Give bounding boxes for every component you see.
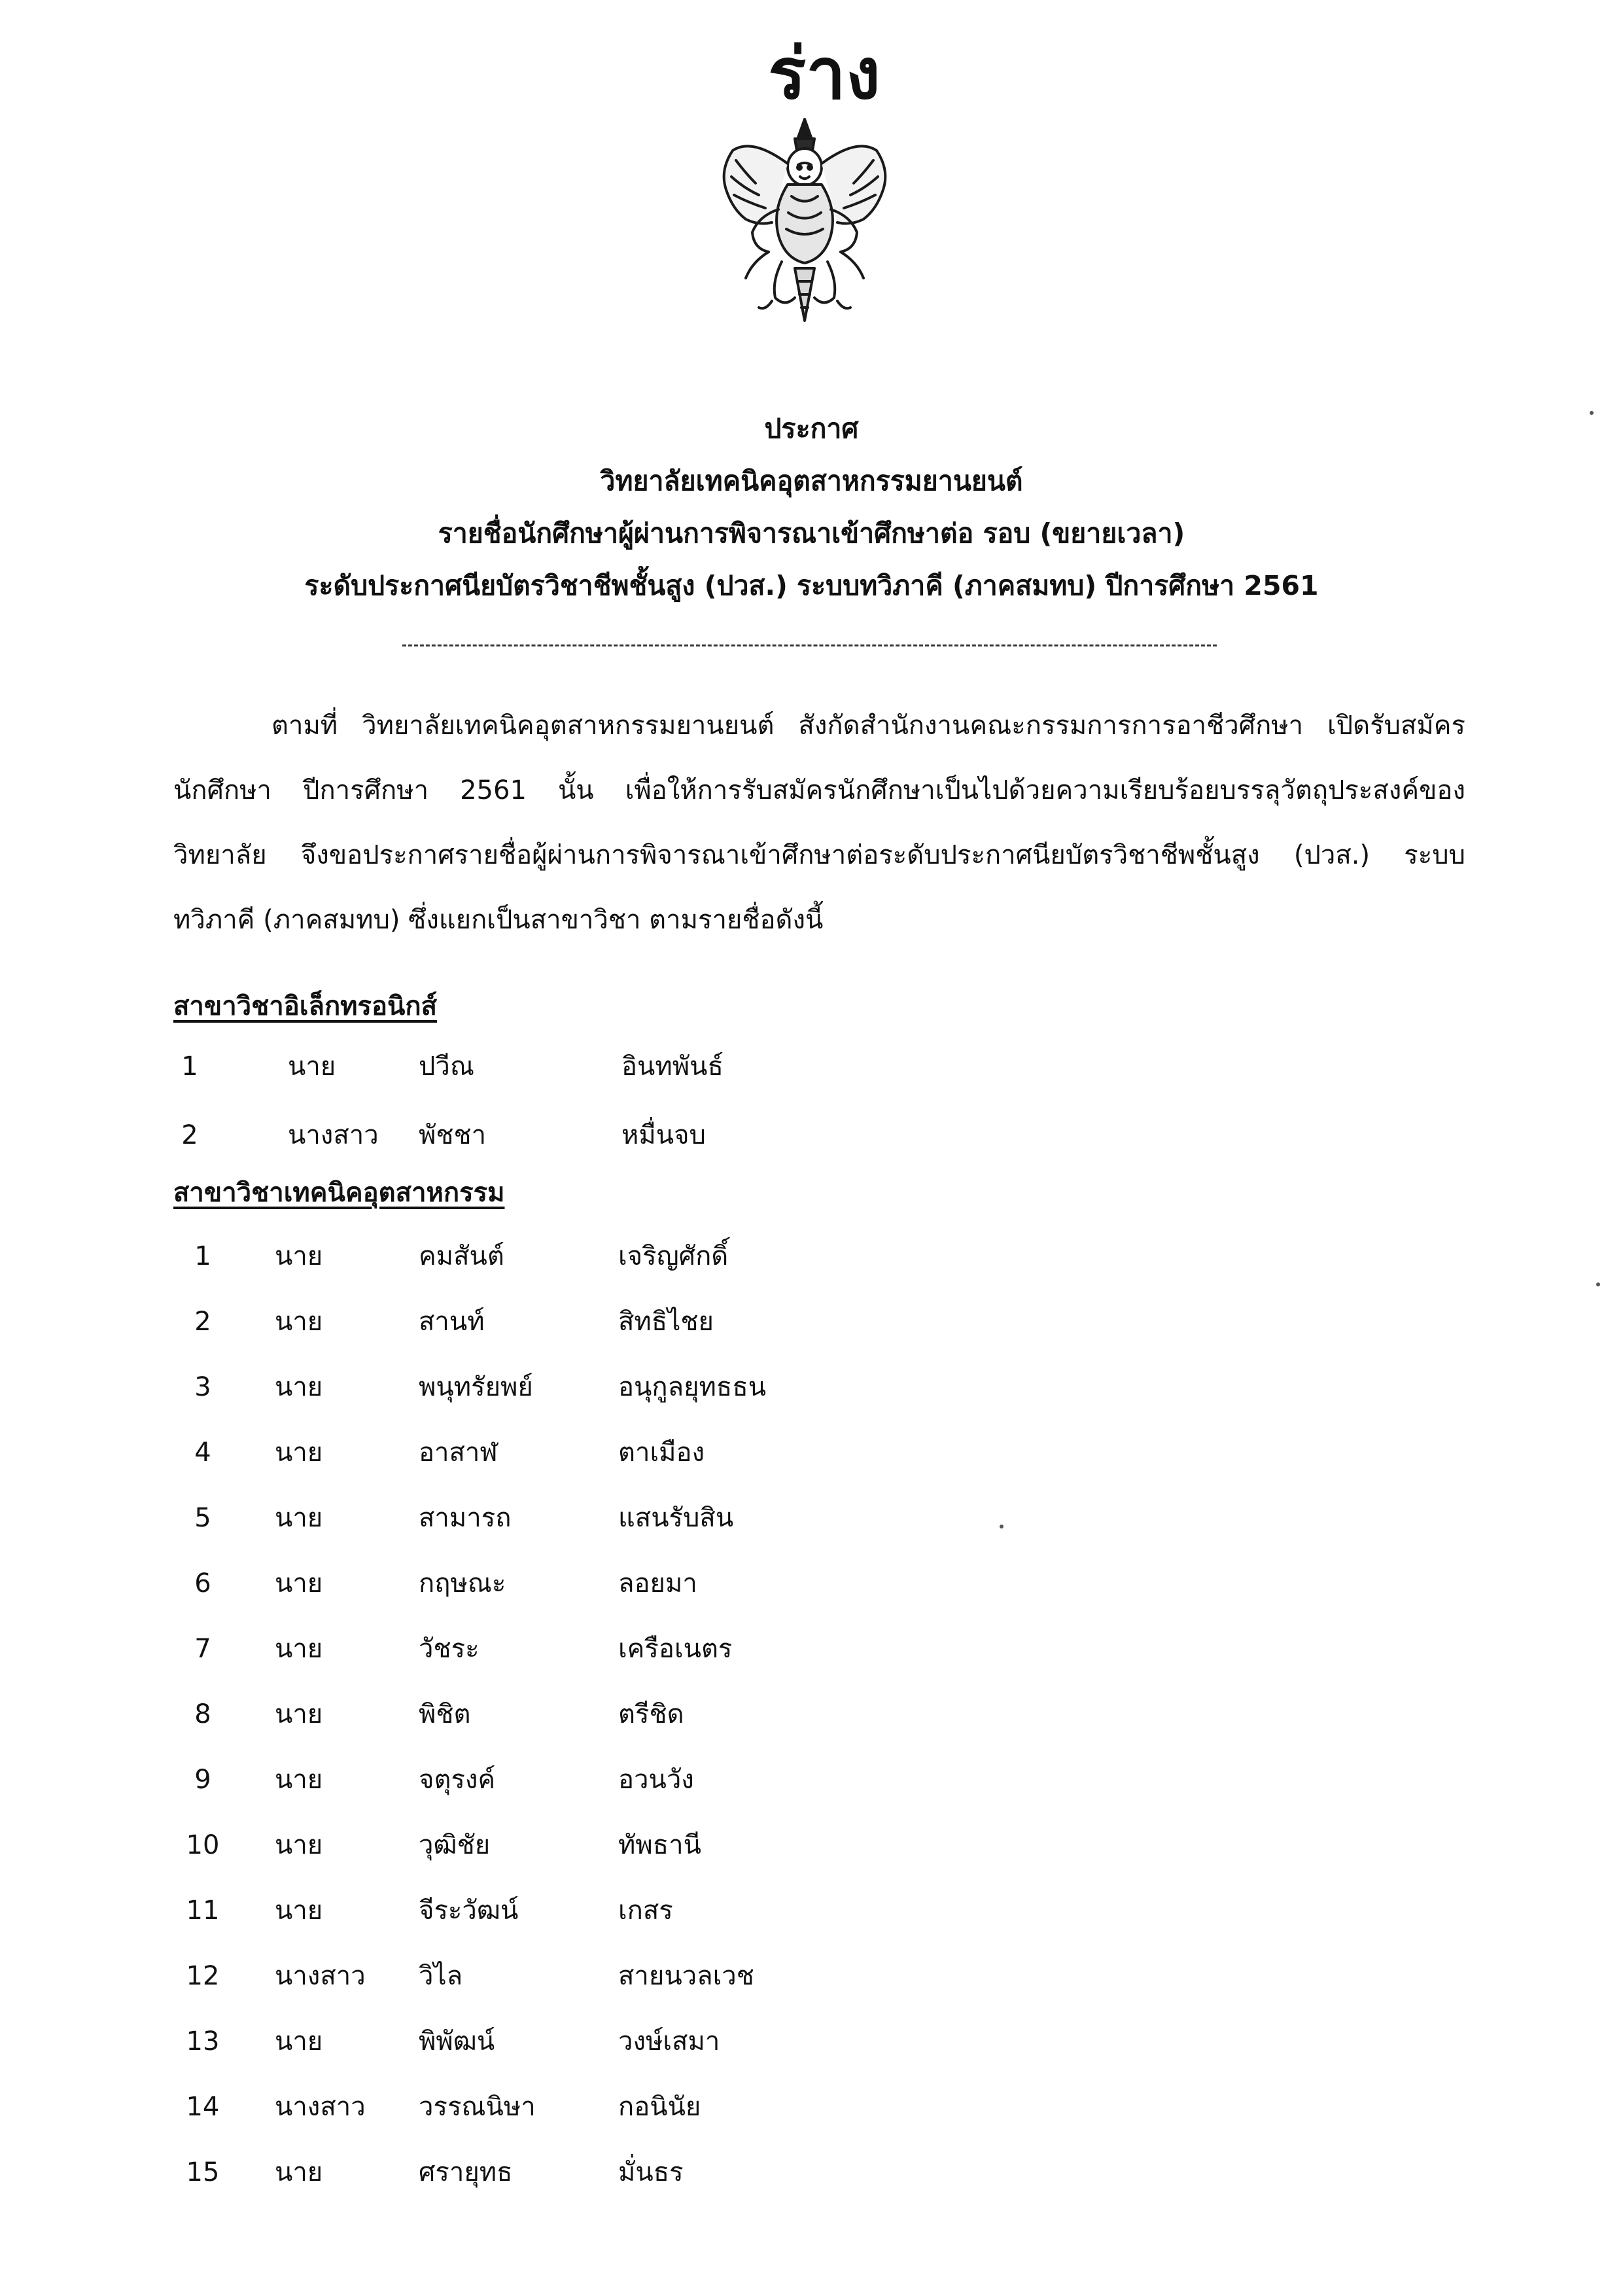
row-number: 5 <box>194 1503 211 1533</box>
announcement-heading <box>0 402 1623 612</box>
row-last-name: อนุกูลยุทธธน <box>618 1372 767 1402</box>
scan-speck <box>1596 1282 1600 1286</box>
row-title-prefix: นาย <box>275 2157 323 2187</box>
list-item <box>0 2087 1623 2127</box>
row-first-name: วิไล <box>419 1961 463 1991</box>
row-title-prefix: นาย <box>275 1503 323 1533</box>
row-number: 8 <box>194 1699 211 1729</box>
row-title-prefix: นาย <box>275 2026 323 2057</box>
list-item <box>0 1760 1623 1799</box>
row-first-name: ปวีณ <box>419 1051 474 1082</box>
row-first-name: กฤษณะ <box>419 1568 506 1598</box>
row-first-name: พิชิต <box>419 1699 471 1729</box>
row-title-prefix: นาย <box>275 1307 323 1337</box>
row-number: 1 <box>181 1051 198 1082</box>
row-title-prefix: นาย <box>275 1568 323 1598</box>
row-number: 7 <box>194 1634 211 1664</box>
row-last-name: เครือเนตร <box>618 1634 733 1664</box>
row-first-name: จตุรงค์ <box>419 1765 496 1795</box>
row-number: 9 <box>194 1765 211 1795</box>
row-first-name: พัชชา <box>419 1120 487 1150</box>
row-first-name: วรรณนิษา <box>419 2092 536 2122</box>
row-first-name: พิพัฒน์ <box>419 2026 495 2057</box>
row-first-name: สามารถ <box>419 1503 512 1533</box>
row-number: 13 <box>186 2026 220 2057</box>
list-item <box>0 1498 1623 1538</box>
heading-college-name: วิทยาลัยเทคนิคอุตสาหกรรมยานยนต์ <box>600 465 1023 497</box>
list-item <box>0 2153 1623 2192</box>
body-paragraph: ตามที่ วิทยาลัยเทคนิคอุตสาหกรรมยานยนต์ สังกัดสำนักงานคณะกรรมการการอาชีวศึกษา เปิดรับสมัครนักศึกษา ปีการศึกษา 2561 นั้น เพื่อให้การรับสมัครนักศึกษาเป็นไปด้วยความเรียบร้อยบรรลุวัตถุประสงค์ของวิทยาลัย จึงขอประกาศรายชื่อผู้ผ่านการพิจารณาเข้าศึกษาต่อระดับประกาศนียบัตรวิชาชีพชั้นสูง (ปวส.) ระบบทวิภาคี (ภาคสมทบ) ซึ่งแยกเป็นสาขาวิชา ตามรายชื่อดังนี้ <box>173 711 1465 935</box>
list-item <box>0 1826 1623 1865</box>
row-title-prefix: นาย <box>275 1372 323 1402</box>
row-number: 11 <box>186 1896 220 1926</box>
row-last-name: มั่นธร <box>618 2157 684 2187</box>
list-item <box>0 1237 1623 1276</box>
row-title-prefix: นาย <box>275 1896 323 1926</box>
row-first-name: สานท์ <box>419 1307 485 1337</box>
row-last-name: หมื่นจบ <box>621 1120 706 1150</box>
list-item <box>0 1433 1623 1472</box>
row-title-prefix: นาย <box>275 1830 323 1860</box>
list-item <box>0 1564 1623 1603</box>
garuda-emblem-icon <box>707 111 903 327</box>
list-item <box>0 1116 1623 1155</box>
row-number: 12 <box>186 1961 220 1991</box>
row-first-name: วัชระ <box>419 1634 480 1664</box>
list-item <box>0 1047 1623 1086</box>
row-number: 2 <box>181 1120 198 1150</box>
row-first-name: ศรายุทธ <box>419 2157 513 2187</box>
row-number: 2 <box>194 1307 211 1337</box>
list-item <box>0 1629 1623 1669</box>
row-title-prefix: นางสาว <box>288 1120 379 1150</box>
row-title-prefix: นาย <box>275 1241 323 1271</box>
row-last-name: สายนวลเวช <box>618 1961 754 1991</box>
row-last-name: อวนวัง <box>618 1765 694 1795</box>
row-last-name: ทัพธานี <box>618 1830 701 1860</box>
heading-program: ระดับประกาศนียบัตรวิชาชีพชั้นสูง (ปวส.) ระบบทวิภาคี (ภาคสมทบ) ปีการศึกษา 2561 <box>304 570 1319 601</box>
row-first-name: อาสาฬ <box>419 1438 498 1468</box>
draft-mark: ร่าง <box>768 33 881 115</box>
list-item <box>0 1368 1623 1407</box>
row-first-name: วุฒิชัย <box>419 1830 491 1860</box>
row-last-name: สิทธิไชย <box>618 1307 714 1337</box>
row-first-name: จีระวัฒน์ <box>419 1896 519 1926</box>
row-last-name: กอนินัย <box>618 2092 701 2122</box>
row-last-name: ลอยมา <box>618 1568 697 1598</box>
row-title-prefix: นางสาว <box>275 1961 366 1991</box>
row-last-name: วงษ์เสมา <box>618 2026 720 2057</box>
row-last-name: ตรีชิด <box>618 1699 684 1729</box>
row-title-prefix: นาย <box>275 1699 323 1729</box>
row-number: 15 <box>186 2157 220 2187</box>
row-title-prefix: นาย <box>275 1765 323 1795</box>
row-first-name: คมสันต์ <box>419 1241 504 1271</box>
heading-divider <box>402 645 1217 646</box>
list-item <box>0 1956 1623 1996</box>
row-first-name: พนุทรัยพย์ <box>419 1372 533 1402</box>
list-item <box>0 1891 1623 1930</box>
heading-announcement: ประกาศ <box>764 413 859 444</box>
row-last-name: อินทพันธ์ <box>621 1051 724 1082</box>
row-number: 1 <box>194 1241 211 1271</box>
section-title-electronics: สาขาวิชาอิเล็กทรอนิกส์ <box>173 991 438 1021</box>
row-last-name: ตาเมือง <box>618 1438 705 1468</box>
row-number: 4 <box>194 1438 211 1468</box>
row-last-name: เกสร <box>618 1896 673 1926</box>
row-title-prefix: นาย <box>288 1051 336 1082</box>
row-number: 10 <box>186 1830 220 1860</box>
list-item <box>0 1302 1623 1341</box>
scan-speck <box>1590 411 1594 415</box>
row-last-name: แสนรับสิน <box>618 1503 734 1533</box>
list-item <box>0 1695 1623 1734</box>
scan-speck <box>1000 1525 1003 1528</box>
row-number: 3 <box>194 1372 211 1402</box>
section-title-industrial-technology: สาขาวิชาเทคนิคอุตสาหกรรม <box>173 1178 505 1208</box>
row-title-prefix: นาย <box>275 1438 323 1468</box>
row-last-name: เจริญศักดิ์ <box>618 1241 729 1271</box>
heading-subject: รายชื่อนักศึกษาผู้ผ่านการพิจารณาเข้าศึกษาต่อ รอบ (ขยายเวลา) <box>438 518 1185 549</box>
row-number: 14 <box>186 2092 220 2122</box>
list-item <box>0 2022 1623 2061</box>
row-title-prefix: นาย <box>275 1634 323 1664</box>
row-number: 6 <box>194 1568 211 1598</box>
row-title-prefix: นางสาว <box>275 2092 366 2122</box>
